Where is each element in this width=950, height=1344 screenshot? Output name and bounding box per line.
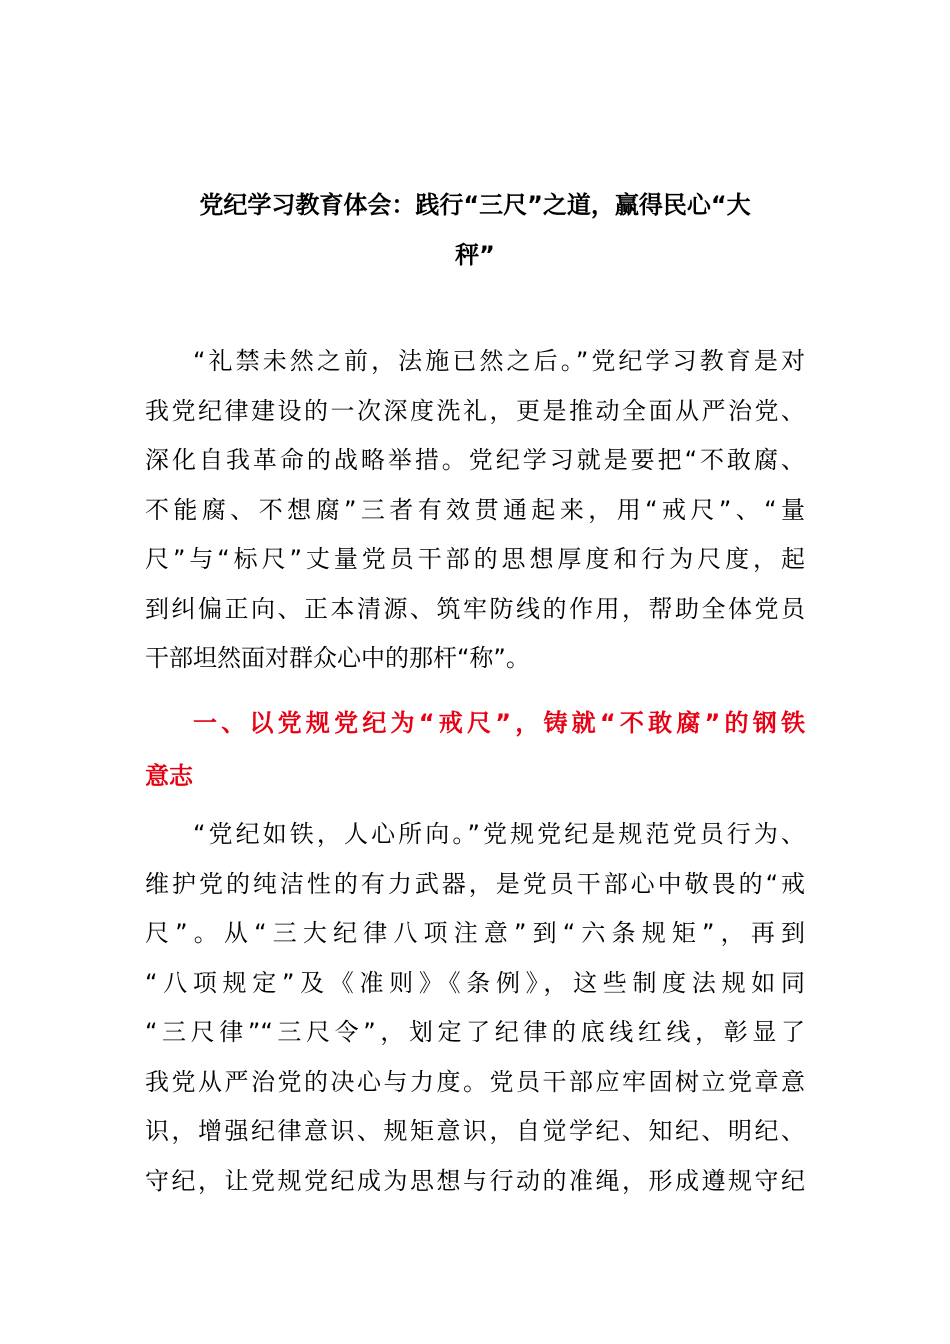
- paragraph-intro: [145, 337, 805, 684]
- paragraph-line: “礼禁未然之前，法施已然之后。”党纪学习教育是对: [193, 347, 805, 375]
- paragraph-section-1: [145, 810, 805, 1206]
- paragraph-line: 干部坦然面对群众心中的那杆“称”。: [145, 644, 530, 672]
- paragraph-line: 我党纪律建设的一次深度洗礼，更是推动全面从严治党、: [145, 396, 805, 425]
- paragraph-line: “八项规定”及《准则》《条例》，这些制度法规如同: [145, 968, 805, 997]
- heading-line: 一、以党规党纪为“戒尺”，铸就“不敢腐”的钢铁: [193, 709, 805, 737]
- paragraph-line: 守纪，让党规党纪成为思想与行动的准绳，形成遵规守纪: [145, 1166, 805, 1195]
- heading-line: 意志: [145, 762, 193, 790]
- paragraph-line: “党纪如铁，人心所向。”党规党纪是规范党员行为、: [193, 820, 805, 848]
- title-line-1: 党纪学习教育体会：践行“三尺”之道，赢得民心“大: [199, 191, 751, 219]
- paragraph-line: “三尺律”“三尺令”，划定了纪律的底线红线，彰显了: [145, 1018, 805, 1046]
- paragraph-line: 维护党的纯洁性的有力武器，是党员干部心中敬畏的“戒: [145, 869, 805, 898]
- paragraph-line: 尺”与“标尺”丈量党员干部的思想厚度和行为尺度，起: [145, 545, 805, 573]
- paragraph-line: 不能腐、不想腐”三者有效贯通起来，用“戒尺”、“量: [145, 495, 805, 524]
- title-line-2: 秤”: [455, 241, 495, 269]
- paragraph-line: 深化自我革命的战略举措。党纪学习就是要把“不敢腐、: [145, 446, 805, 474]
- paragraph-line: 尺”。从“三大纪律八项注意”到“六条规矩”，再到: [145, 919, 805, 947]
- document-title: [145, 180, 805, 280]
- section-heading-1: [145, 697, 805, 803]
- paragraph-line: 我党从严治党的决心与力度。党员干部应牢固树立党章意: [145, 1067, 805, 1096]
- paragraph-line: 到纠偏正向、正本清源、筑牢防线的作用，帮助全体党员: [145, 594, 805, 623]
- paragraph-line: 识，增强纪律意识、规矩意识，自觉学纪、知纪、明纪、: [145, 1117, 805, 1145]
